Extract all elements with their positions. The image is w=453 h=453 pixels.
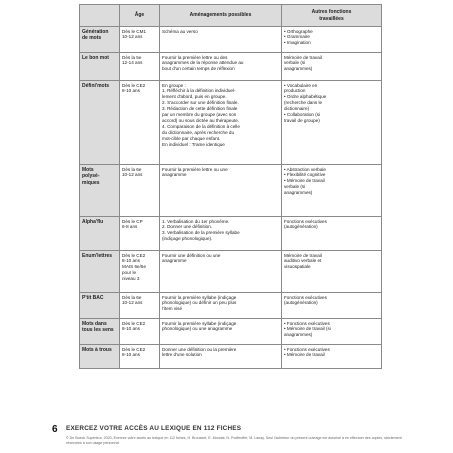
cell-text-line: Dès la 6e	[122, 166, 142, 172]
cell-text-line: Fonctions exécutives	[284, 218, 327, 224]
cell-text-line: lettre d'une solution	[162, 352, 202, 358]
cell-text-line: Fournir la première lettre ou une	[162, 166, 228, 172]
cell-text-line: Fournir une définition ou une	[162, 252, 221, 258]
row-amenagements-cell	[160, 319, 282, 345]
cell-text-line: Fournir la première lettre ou des	[162, 54, 228, 60]
table-row	[80, 27, 382, 53]
cell-text-line: • Collaboration (si	[284, 112, 321, 118]
cell-text-line: Dès le CE2	[122, 320, 146, 326]
cell-text-line: travail de groupe)	[284, 118, 320, 124]
row-age-cell	[120, 27, 160, 53]
cell-text-line: • Ordre alphabétique	[284, 94, 327, 100]
cell-text-line: 8-10 ans	[122, 326, 140, 332]
cell-text-line: 8-10 ans	[122, 88, 140, 94]
table-row	[80, 345, 382, 369]
cell-text-line: Défini'mots	[82, 82, 110, 89]
cell-text-line: 8-10 ans	[122, 352, 140, 358]
cell-text-line: • Orthographe	[284, 28, 313, 34]
table-header-row	[80, 5, 382, 27]
cell-text-line: anagramme	[162, 172, 187, 178]
row-name-cell	[80, 345, 120, 369]
cell-text-line: 1. Réfléchir à la définition individuel-	[162, 88, 236, 94]
cell-text-line: l'item visé	[162, 306, 183, 312]
cell-text-line: En individuel : Trame identique	[162, 142, 225, 148]
cell-text-line: • Vocabulaire en	[284, 82, 318, 88]
row-amenagements-cell	[160, 345, 282, 369]
row-amenagements-cell	[160, 53, 282, 81]
table-body	[80, 27, 382, 369]
row-age-cell	[120, 53, 160, 81]
table-row	[80, 53, 382, 81]
row-name-cell	[80, 217, 120, 251]
cell-text-line: mot-cible par chaque enfant.	[162, 136, 221, 142]
table-row	[80, 81, 382, 165]
row-fonctions-cell	[282, 293, 382, 319]
row-age-cell	[120, 251, 160, 293]
cell-text-line: miques	[82, 179, 100, 186]
cell-text-line: anagrammes)	[284, 190, 313, 196]
cell-text-line: niveau 3	[122, 276, 140, 282]
row-age-cell	[120, 319, 160, 345]
row-amenagements-cell	[160, 81, 282, 165]
cell-text-line: Dès le CE2	[122, 346, 146, 352]
cell-text-line: 3. Verbalisation de la première syllabe	[162, 230, 240, 236]
cell-text-line: • Fonctions exécutives	[284, 346, 330, 352]
cell-text-line: Dès le CP	[122, 218, 143, 224]
row-name-cell	[80, 293, 120, 319]
row-fonctions-cell	[282, 81, 382, 165]
row-fonctions-cell	[282, 53, 382, 81]
cell-text-line: Donner une définition ou la première	[162, 346, 237, 352]
cell-text-line: Mots à trous	[82, 346, 112, 353]
row-name-cell	[80, 319, 120, 345]
running-head: EXERCEZ VOTRE ACCÈS AU LEXIQUE EN 112 FICHES	[66, 425, 242, 432]
cell-text-line: Mots dans	[82, 320, 107, 327]
cell-text-line: MAIS 6e/5e	[122, 264, 147, 270]
cell-text-line: 12-14 ans	[122, 60, 143, 66]
row-age-cell	[120, 217, 160, 251]
table-row	[80, 251, 382, 293]
cell-text-line: P'tit BAC	[82, 294, 104, 301]
row-amenagements-cell	[160, 27, 282, 53]
cell-text-line: anagrammes de la réponse attendue au	[162, 60, 244, 66]
cell-text-line: • Mémoire de travail	[284, 352, 325, 358]
cell-text-line: • Mémoire de travail	[284, 178, 325, 184]
cell-text-line: pour le	[122, 270, 137, 276]
cell-text-line: 2. Donner une définition.	[162, 224, 213, 230]
cell-text-line: 10-12 ans	[122, 300, 143, 306]
row-fonctions-cell	[282, 217, 382, 251]
cell-text-line: anagramme	[162, 258, 187, 264]
cell-text-line: 10-12 ans	[122, 172, 143, 178]
page-number: 6	[52, 424, 58, 435]
row-fonctions-cell	[282, 251, 382, 293]
cell-text-line: • Grammaire	[284, 34, 310, 40]
cell-text-line: Fonctions exécutives	[284, 294, 327, 300]
table-row	[80, 293, 382, 319]
cell-text-line: • Imagination	[284, 40, 311, 46]
cell-text-line: En groupe :	[162, 82, 186, 88]
header-age: Âge	[120, 5, 160, 27]
cell-text-line: verbale (si	[284, 60, 306, 66]
cell-text-line: (autogénération)	[284, 224, 318, 230]
row-amenagements-cell	[160, 217, 282, 251]
cell-text-line: phonologique) ou une anagramme	[162, 326, 233, 332]
header-autres-fonctions: Autres fonctions travaillées	[282, 5, 382, 27]
exercise-table	[79, 4, 382, 369]
cell-text-line: Dès la 6e	[122, 294, 142, 300]
cell-text-line: (indiçage phonologique).	[162, 236, 213, 242]
row-fonctions-cell	[282, 345, 382, 369]
cell-text-line: • Mémoire de travail (si	[284, 326, 331, 332]
cell-text-line: visuospatiale	[284, 264, 311, 270]
cell-text-line: 8-10 ans	[122, 258, 140, 264]
cell-text-line: 4. Comparaison de la définition à celle	[162, 124, 240, 130]
cell-text-line: Fournir la première syllabe (indiçage	[162, 320, 237, 326]
row-name-cell	[80, 81, 120, 165]
cell-text-line: (recherche dans le	[284, 100, 323, 106]
cell-text-line: du dictionnaire, après recherche du	[162, 130, 235, 136]
cell-text-line: Le bon mot	[82, 54, 109, 61]
cell-text-line: dictionnaire)	[284, 106, 310, 112]
cell-text-line: de mots	[82, 35, 102, 41]
cell-text-line: bout d'un certain temps de réflexion	[162, 66, 235, 72]
cell-text-line: 2. S'accorder sur une définition finale.	[162, 100, 239, 106]
cell-text-line: Mots	[82, 166, 94, 173]
row-age-cell	[120, 81, 160, 165]
cell-text-line: Dès la 5e	[122, 54, 142, 60]
table-row	[80, 217, 382, 251]
cell-text-line: lement d'abord, puis en groupe.	[162, 94, 227, 100]
table-row	[80, 165, 382, 217]
cell-text-line: anagrammes)	[284, 332, 313, 338]
cell-text-line: 10-12 ans	[122, 34, 143, 40]
cell-text-line: Mémoire de travail	[284, 252, 322, 258]
cell-text-line: verbale (si	[284, 184, 306, 190]
row-name-cell	[80, 251, 120, 293]
cell-text-line: Mémoire de travail	[284, 54, 322, 60]
cell-text-line: anagrammes)	[284, 66, 313, 72]
row-amenagements-cell	[160, 251, 282, 293]
table-row	[80, 319, 382, 345]
header-amenagements: Aménagements possibles	[160, 5, 282, 27]
row-amenagements-cell	[160, 165, 282, 217]
row-fonctions-cell	[282, 27, 382, 53]
cell-text-line: tous les sens	[82, 327, 114, 333]
cell-text-line: auditivo verbale et	[284, 258, 322, 264]
row-age-cell	[120, 345, 160, 369]
row-name-cell	[80, 53, 120, 81]
cell-text-line: phonologique) ou définir un peu plus	[162, 300, 237, 306]
header-corner-cell	[80, 5, 120, 27]
cell-text-line: • Fonctions exécutives	[284, 320, 330, 326]
copyright-notice: © De Boeck Supérieur, 2020, Exercez votre accès au lexique en 112 fiches, H. Brousset, E. Mondal, N. Podfeuffer, M. Lanay. Seul l'acheteur du présent ouvrage est autorisé à en effectuer des copies, strictement réservées à son usage personnel.	[66, 436, 402, 445]
row-fonctions-cell	[282, 319, 382, 345]
cell-text-line: Alpha'flu	[82, 218, 104, 225]
cell-text-line: production	[284, 88, 306, 94]
cell-text-line: 6-8 ans	[122, 224, 138, 230]
cell-text-line: accord) ou sous dictée au thérapeute.	[162, 118, 240, 124]
row-name-cell	[80, 27, 120, 53]
cell-text-line: Dès le CE2	[122, 252, 146, 258]
row-fonctions-cell	[282, 165, 382, 217]
row-age-cell	[120, 165, 160, 217]
cell-text-line: Dès le CE2	[122, 82, 146, 88]
cell-text-line: • Abstraction verbale	[284, 166, 326, 172]
cell-text-line: (autogénération)	[284, 300, 318, 306]
cell-text-line: Enum'lettres	[82, 252, 113, 259]
cell-text-line: polysé-	[82, 173, 100, 179]
cell-text-line: • Flexibilité cognitive	[284, 172, 326, 178]
row-name-cell	[80, 165, 120, 217]
row-age-cell	[120, 293, 160, 319]
cell-text-line: par un membre du groupe (avec son	[162, 112, 237, 118]
row-amenagements-cell	[160, 293, 282, 319]
cell-text-line: Schéma au verso	[162, 28, 198, 34]
cell-text-line: Dès le CM1	[122, 28, 146, 34]
cell-text-line: 1. Verbalisation du 1er phonème.	[162, 218, 230, 224]
cell-text-line: 3. Rédaction de cette définition finale	[162, 106, 238, 112]
cell-text-line: Génération	[82, 28, 109, 35]
cell-text-line: Fournir la première syllabe (indiçage	[162, 294, 237, 300]
